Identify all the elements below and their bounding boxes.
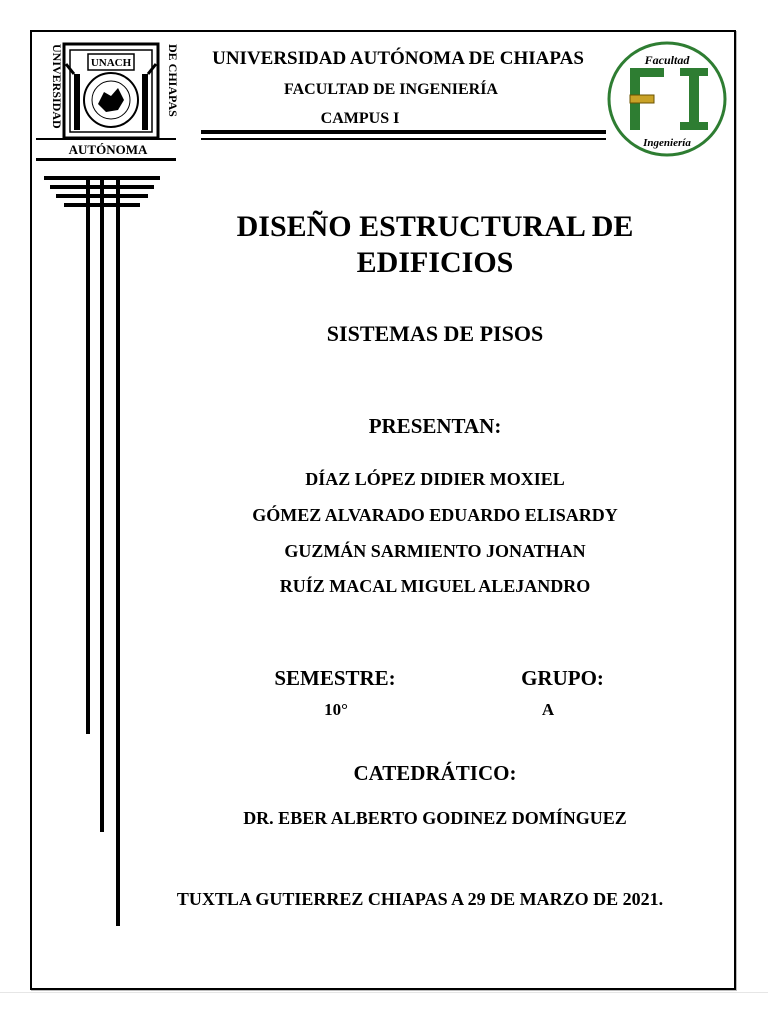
- campus-name: CAMPUS I: [320, 110, 400, 127]
- member-name: RUÍZ MACAL MIGUEL ALEJANDRO: [279, 576, 591, 596]
- professor-name: DR. EBER ALBERTO GODINEZ DOMÍNGUEZ: [243, 808, 627, 828]
- unach-right-text: DE CHIAPAS: [166, 44, 180, 117]
- faculty-emblem-icon: [606, 40, 728, 158]
- unach-logo: [36, 38, 180, 162]
- group-label: GRUPO:: [521, 666, 604, 690]
- document-subtitle: SISTEMAS DE PISOS: [326, 321, 544, 346]
- faculty-name: FACULTAD DE INGENIERÍA: [284, 81, 498, 98]
- fi-top-text: Facultad: [644, 53, 690, 67]
- fi-bottom-text: Ingeniería: [643, 137, 691, 149]
- member-name: GUZMÁN SARMIENTO JONATHAN: [284, 541, 586, 561]
- unach-emblem-icon: [36, 38, 180, 162]
- professor-label: CATEDRÁTICO:: [353, 761, 517, 785]
- document-title-line2: EDIFICIOS: [356, 246, 514, 279]
- page-shadow: [0, 992, 768, 993]
- unach-left-text: UNIVERSIDAD: [50, 44, 64, 129]
- place-and-date: TUXTLA GUTIERREZ CHIAPAS A 29 DE MARZO DE 2021.: [176, 889, 664, 909]
- semester-label: SEMESTRE:: [274, 666, 396, 690]
- university-name: UNIVERSIDAD AUTÓNOMA DE CHIAPAS: [212, 48, 584, 69]
- unach-top-text: UNACH: [90, 57, 132, 69]
- member-name: DÍAZ LÓPEZ DIDIER MOXIEL: [305, 469, 565, 489]
- semester-value: 10°: [324, 700, 348, 719]
- unach-bottom-text: AUTÓNOMA: [68, 142, 148, 157]
- presenters-label: PRESENTAN:: [368, 414, 502, 438]
- header-rule: [201, 130, 606, 134]
- fi-logo: [606, 40, 728, 158]
- document-title-line1: DISEÑO ESTRUCTURAL DE: [236, 210, 634, 243]
- group-value: A: [541, 700, 555, 719]
- member-name: GÓMEZ ALVARADO EDUARDO ELISARDY: [252, 505, 618, 525]
- header-rule-thin: [201, 138, 606, 140]
